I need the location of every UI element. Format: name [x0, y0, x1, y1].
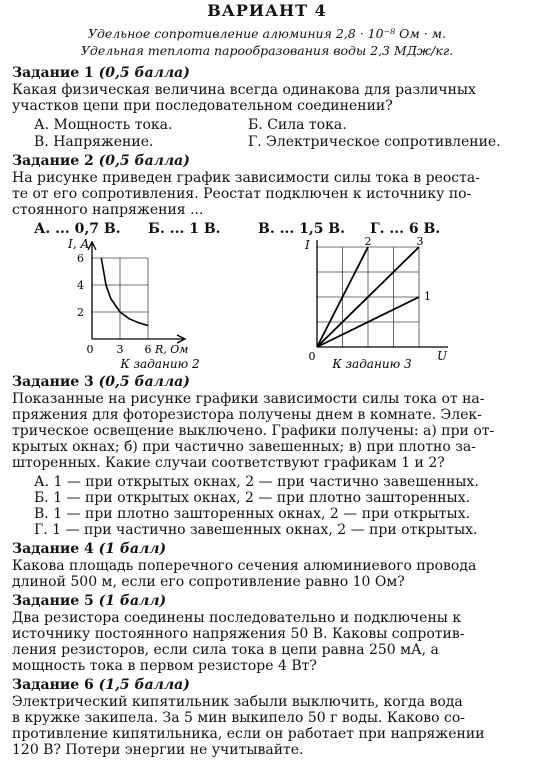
graph-2-y-label: I, А	[68, 237, 90, 251]
task-6-text-line: в кружке закипела. За 5 мин выкипело 50 г воды. Каково со-	[12, 710, 465, 726]
graph-2-caption: К заданию 2	[120, 357, 200, 371]
graph-task-2	[60, 236, 260, 376]
task-1-points: (0,5 балла)	[98, 65, 190, 81]
task-6-text-line: противление кипятильника, если он работает при напряжении	[12, 726, 485, 742]
task-1-option-v: В. Напряжение.	[34, 134, 154, 150]
task-6-text-line: 120 В? Потери энергии не учитывайте.	[12, 742, 304, 758]
graph-task-3	[300, 236, 460, 376]
graph-2-gridlines	[92, 258, 148, 339]
task-2-text-line: На рисунке приведен график зависимости силы тока в реоста-	[12, 170, 480, 186]
graph-2-x-label: R, Ом	[155, 343, 189, 356]
task-3-label: Задание 3	[12, 374, 94, 390]
task-3-option-b: Б. 1 — при открытых окнах, 2 — при плотно зашторенных.	[34, 490, 471, 506]
task-6-heading	[12, 677, 190, 693]
task-5-text-line: источнику постоянного напряжения 50 В. Каковы сопротив-	[12, 626, 465, 642]
task-3-text-line: Показанные на рисунке графики зависимости силы тока от на-	[12, 391, 485, 407]
graph-2-curve-group	[101, 258, 148, 326]
graph-3-origin-label: 0	[308, 350, 316, 363]
task-5-label: Задание 5	[12, 593, 94, 609]
task-1-option-a: А. Мощность тока.	[34, 117, 173, 133]
task-2-option-g: Г. ... 6 В.	[370, 221, 441, 237]
graph-2-curve	[101, 258, 148, 326]
task-5-heading	[12, 593, 166, 609]
task-4-text-line: длиной 500 м, если его сопротивление равно 10 Ом?	[12, 574, 405, 590]
task-1-label: Задание 1	[12, 65, 94, 81]
constant-resistivity: Удельное сопротивление алюминия 2,8 · 10⁻⁸ Ом · м.	[87, 26, 447, 41]
task-4-label: Задание 4	[12, 541, 94, 557]
graph-3-line-label-2: 2	[364, 236, 372, 248]
task-4-text-line: Какова площадь поперечного сечения алюминиевого провода	[12, 558, 477, 574]
task-3-text-line: трическое освещение выключено. Графики получены: а) при от-	[12, 423, 495, 439]
graph-2-y-tick: 4	[77, 279, 84, 292]
task-2-label: Задание 2	[12, 153, 94, 169]
task-4-heading	[12, 541, 166, 557]
task-5-text-line: Два резистора соединены последовательно и подключены к	[12, 610, 462, 626]
variant-title: ВАРИАНТ 4	[207, 1, 327, 20]
task-4-points: (1 балл)	[98, 541, 167, 557]
task-1-option-b: Б. Сила тока.	[248, 117, 347, 133]
task-2-points: (0,5 балла)	[98, 153, 190, 169]
task-3-text-line: шторенных. Какие случаи соответствуют графикам 1 и 2?	[12, 455, 445, 471]
graph-3-x-label: U	[437, 349, 448, 363]
task-5-text-line: мощность тока в первом резисторе 4 Вт?	[12, 658, 317, 674]
task-3-option-g: Г. 1 — при частично завешенных окнах, 2 — при открытых.	[34, 522, 478, 538]
graph-3-y-label: I	[305, 238, 310, 252]
task-1-heading	[12, 65, 190, 81]
task-6-label: Задание 6	[12, 677, 94, 693]
graph-2-axes	[88, 242, 185, 343]
constant-vaporization-heat: Удельная теплота парообразования воды 2,3 МДж/кг.	[80, 43, 454, 58]
graph-2-x-tick: 3	[116, 343, 124, 356]
task-2-text-line: те от его сопротивления. Реостат подключен к источнику по-	[12, 186, 472, 202]
task-2-option-a: А. ... 0,7 В.	[34, 221, 121, 237]
task-3-points: (0,5 балла)	[98, 374, 190, 390]
task-6-points: (1,5 балла)	[98, 677, 190, 693]
task-3-option-v: В. 1 — при плотно зашторенных окнах, 2 — при открытых.	[34, 506, 471, 522]
task-2-option-v: В. ... 1,5 В.	[258, 221, 346, 237]
task-5-points: (1 балл)	[98, 593, 167, 609]
task-5-text-line: ления резисторов, если сила тока в цепи равна 250 мА, а	[12, 642, 439, 658]
task-1-text-line: участков цепи при последовательном соединении?	[12, 98, 393, 114]
task-3-option-a: А. 1 — при открытых окнах, 2 — при частично завешенных.	[34, 474, 479, 490]
task-2-text-line: стоянного напряжения ...	[12, 202, 204, 218]
task-1-option-g: Г. Электрическое сопротивление.	[248, 134, 501, 150]
graph-3-line-label-3: 3	[416, 236, 424, 248]
task-6-text-line: Электрический кипятильник забыли выключить, когда вода	[12, 694, 463, 710]
task-2-option-b: Б. ... 1 В.	[148, 221, 221, 237]
graph-2-x-tick: 0	[86, 343, 94, 356]
task-2-heading	[12, 153, 190, 169]
graph-2-y-tick: 6	[77, 252, 84, 265]
graph-3-caption: К заданию 3	[332, 357, 412, 371]
task-1-text-line: Какая физическая величина всегда одинакова для различных	[12, 82, 476, 98]
task-3-heading	[12, 374, 190, 390]
graph-3-line-label-1: 1	[424, 290, 431, 303]
graph-2-x-tick: 6	[144, 343, 152, 356]
graph-2-y-tick: 2	[77, 306, 84, 319]
task-3-text-line: пряжения для фоторезистора получены днем в комнате. Элек-	[12, 407, 482, 423]
task-3-text-line: крытых окнах; б) при частично завешенных; в) при плотно за-	[12, 439, 476, 455]
